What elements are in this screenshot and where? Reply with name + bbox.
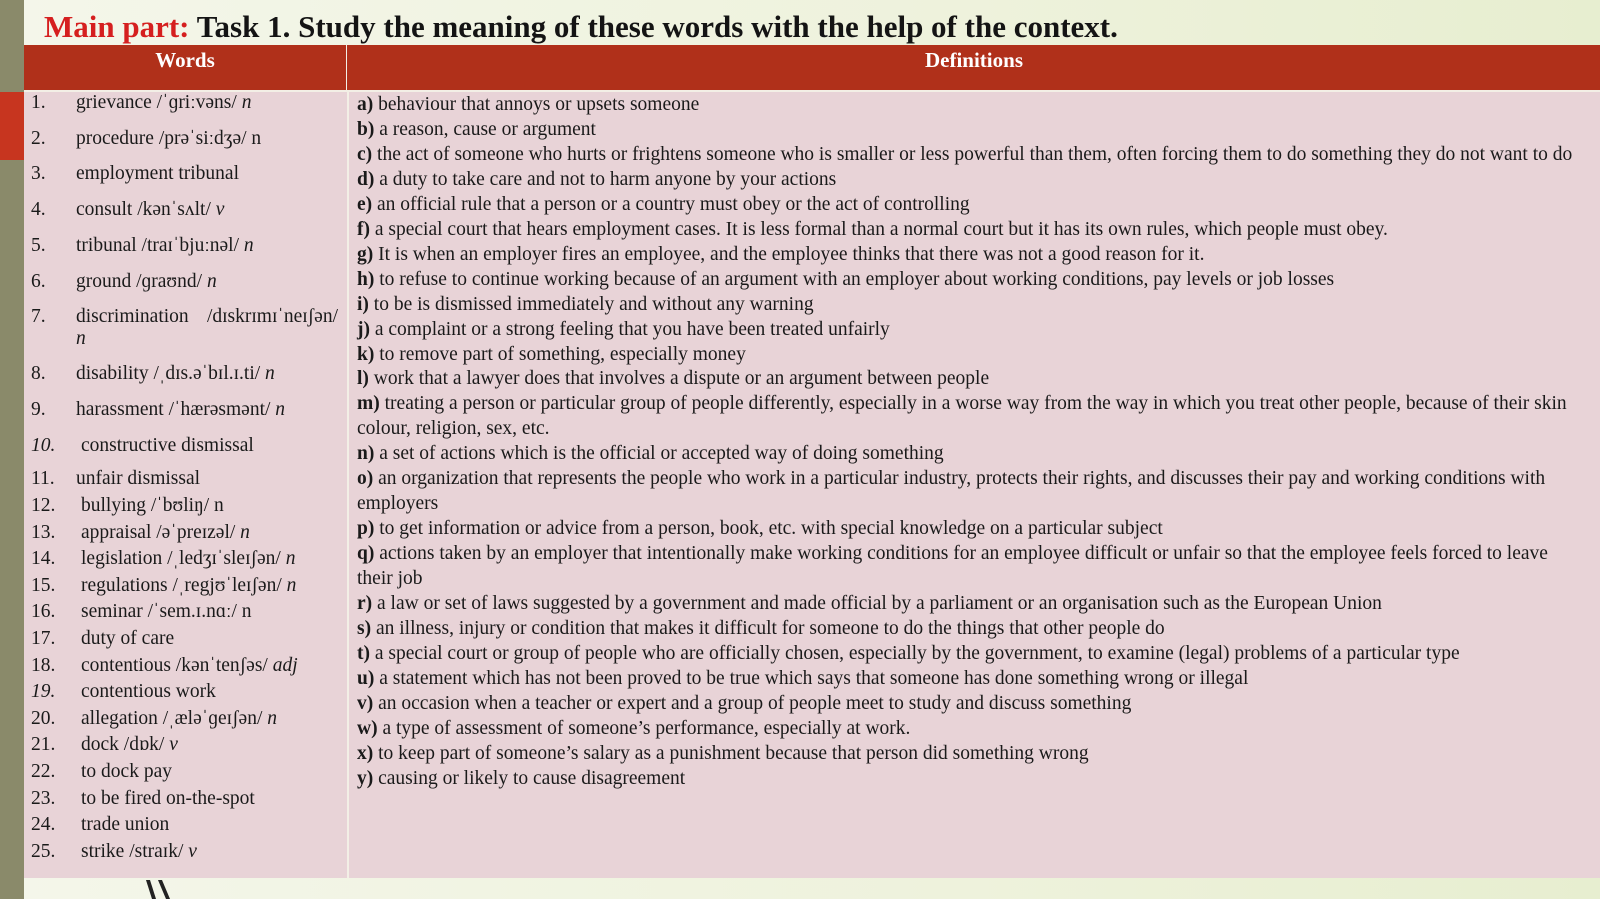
- word-number: 18.: [31, 655, 56, 676]
- word-text: duty of care: [81, 628, 175, 649]
- definition-letter: o): [357, 468, 374, 490]
- header-definitions: Definitions: [924, 48, 1023, 72]
- definition-item: n) a set of actions which is the official or accepted way of doing something: [357, 443, 944, 465]
- word-text: ground /ɡraʊnd/ n: [76, 271, 217, 292]
- definition-letter: f): [357, 218, 370, 240]
- bottom-decoration: [140, 880, 200, 899]
- word-number: 1.: [31, 92, 46, 113]
- word-number: 7.: [31, 306, 46, 327]
- word-number: 19.: [31, 681, 56, 702]
- word-text: seminar /ˈsem.ɪ.nɑː/ n: [81, 601, 252, 622]
- word-number: 21.: [31, 734, 56, 755]
- word-text: strike /straɪk/ v: [81, 841, 197, 862]
- definition-letter: g): [357, 243, 374, 265]
- definition-item: b) a reason, cause or argument: [357, 118, 596, 140]
- word-text: constructive dismissal: [81, 435, 254, 456]
- word-number: 22.: [31, 761, 56, 782]
- definitions-column: [357, 93, 1583, 792]
- column-divider: [347, 92, 349, 878]
- word-number: 17.: [31, 628, 56, 649]
- definition-item: j) a complaint or a strong feeling that you have been treated unfairly: [357, 318, 890, 340]
- definition-letter: w): [357, 717, 378, 739]
- header-words: Words: [24, 45, 347, 92]
- word-number: 11.: [31, 468, 55, 489]
- word-number: 2.: [31, 128, 46, 149]
- definition-item: y) causing or likely to cause disagreement: [357, 767, 686, 789]
- definition-letter: q): [357, 543, 375, 565]
- word-text: legislation /ˌledʒɪˈsleɪʃən/ n: [81, 548, 296, 569]
- definition-item: f) a special court that hears employment cases. It is less formal than a normal court but it has its own rules, which people must obey.: [357, 218, 1388, 240]
- word-number: 13.: [31, 522, 56, 543]
- word-text: regulations /ˌregjʊˈleɪʃən/ n: [81, 575, 297, 596]
- definition-letter: d): [357, 168, 375, 190]
- definition-letter: n): [357, 443, 375, 465]
- definition-item: a) behaviour that annoys or upsets someone: [357, 94, 700, 115]
- definition-item: p) to get information or advice from a person, book, etc. with special knowledge on a particular subject: [357, 518, 1163, 540]
- definition-letter: p): [357, 518, 375, 540]
- definition-item: u) a statement which has not been proved to be true which says that someone has done something wrong or illegal: [357, 667, 1249, 689]
- definition-letter: r): [357, 593, 373, 615]
- definition-letter: l): [357, 368, 369, 390]
- definition-item: k) to remove part of something, especially money: [357, 343, 746, 365]
- definition-letter: k): [357, 343, 375, 365]
- title-text: Task 1. Study the meaning of these words with the help of the context.: [196, 9, 1118, 44]
- word-number: 4.: [31, 199, 46, 220]
- definition-letter: x): [357, 742, 374, 764]
- word-text: grievance /ˈɡriːvəns/ n: [76, 92, 252, 113]
- word-number: 25.: [31, 841, 56, 862]
- definition-item: i) to be is dismissed immediately and without any warning: [357, 293, 814, 315]
- word-text: to dock pay: [81, 761, 172, 782]
- word-text: contentious work: [81, 681, 216, 702]
- definition-item: v) an occasion when a teacher or expert and a group of people meet to study and discuss something: [357, 692, 1132, 714]
- definition-item: e) an official rule that a person or a country must obey or the act of controlling: [357, 193, 970, 215]
- definition-item: h) to refuse to continue working because of an argument with an employer about working conditions, pay levels or job losses: [357, 268, 1335, 290]
- word-text: disability /ˌdɪs.əˈbɪl.ɪ.ti/ n: [76, 363, 275, 384]
- definition-item: x) to keep part of someone’s salary as a punishment because that person did something wrong: [357, 742, 1089, 764]
- word-text: bullying /ˈbʊliŋ/ n: [81, 495, 224, 516]
- word-text: employment tribunal: [76, 163, 240, 184]
- definition-item: s) an illness, injury or condition that makes it difficult for someone to do the things that other people do: [357, 618, 1165, 640]
- word-number: 3.: [31, 163, 46, 184]
- definition-letter: m): [357, 393, 380, 415]
- word-number: 15.: [31, 575, 56, 596]
- word-number: 8.: [31, 363, 46, 384]
- word-number: 23.: [31, 788, 56, 809]
- word-text: allegation /ˌæləˈɡeɪʃən/ n: [81, 708, 278, 729]
- definition-letter: c): [357, 143, 373, 165]
- definition-letter: b): [357, 118, 375, 140]
- word-number: 10.: [31, 435, 56, 456]
- definition-item: w) a type of assessment of someone’s performance, especially at work.: [357, 717, 911, 739]
- word-number: 5.: [31, 235, 46, 256]
- definition-item: c) the act of someone who hurts or frightens someone who is smaller or less powerful than them, often forcing them to do something they do not want to do: [357, 143, 1573, 165]
- word-text: to be fired on-the-spot: [81, 788, 255, 809]
- definition-item: q) actions taken by an employer that intentionally make working conditions for an employee difficult or unfair so that the employee feels forced to leave their job: [357, 543, 1548, 590]
- word-text: trade union: [81, 814, 170, 835]
- definition-letter: i): [357, 293, 369, 315]
- word-text: unfair dismissal: [76, 468, 201, 489]
- page-title: [44, 8, 1118, 46]
- word-number: 16.: [31, 601, 56, 622]
- word-number: 12.: [31, 495, 56, 516]
- word-text: dock /dɒk/ v: [81, 734, 178, 755]
- word-text: harassment /ˈhærəsmənt/ n: [76, 399, 286, 420]
- definition-letter: t): [357, 642, 370, 664]
- definition-item: d) a duty to take care and not to harm anyone by your actions: [357, 168, 837, 190]
- definition-letter: v): [357, 692, 374, 714]
- definition-item: g) It is when an employer fires an employee, and the employee thinks that there was not a good reason for it.: [357, 243, 1205, 265]
- title-prefix: Main part:: [44, 9, 190, 44]
- definition-letter: e): [357, 193, 373, 215]
- word-text: discrimination /dɪskrɪmɪˈneɪʃən/ n: [76, 306, 338, 349]
- definition-letter: a): [357, 94, 374, 115]
- definition-item: r) a law or set of laws suggested by a government and made official by a parliament or an organisation such as the European Union: [357, 593, 1382, 615]
- definition-letter: y): [357, 767, 374, 789]
- word-number: 6.: [31, 271, 46, 292]
- word-text: procedure /prəˈsiːdʒə/ n: [76, 128, 262, 149]
- word-text: appraisal /əˈpreɪzəl/ n: [81, 522, 250, 543]
- table-header: [24, 45, 1600, 92]
- definition-item: l) work that a lawyer does that involves a dispute or an argument between people: [357, 368, 990, 390]
- word-text: consult /kənˈsʌlt/ v: [76, 199, 225, 220]
- definition-letter: h): [357, 268, 375, 290]
- definition-letter: u): [357, 667, 375, 689]
- word-number: 14.: [31, 548, 56, 569]
- word-text: tribunal /traɪˈbjuːnəl/ n: [76, 235, 254, 256]
- definition-item: m) treating a person or particular group of people differently, especially in a worse way from the way in which you treat other people, because of their skin colour, religion, sex, etc.: [357, 393, 1567, 440]
- vocabulary-table: [24, 45, 1600, 878]
- word-number: 20.: [31, 708, 56, 729]
- definition-letter: s): [357, 618, 372, 640]
- word-number: 24.: [31, 814, 56, 835]
- definition-item: t) a special court or group of people who are officially chosen, especially by the government, to examine (legal) problems of a particular type: [357, 642, 1460, 664]
- definition-letter: j): [357, 318, 370, 340]
- left-accent-bar: [0, 92, 24, 160]
- definition-item: o) an organization that represents the people who work in a particular industry, protects their rights, and discusses their pay and working conditions with employers: [357, 468, 1546, 515]
- word-text: contentious /kənˈtenʃəs/ adj: [81, 655, 298, 676]
- word-number: 9.: [31, 399, 46, 420]
